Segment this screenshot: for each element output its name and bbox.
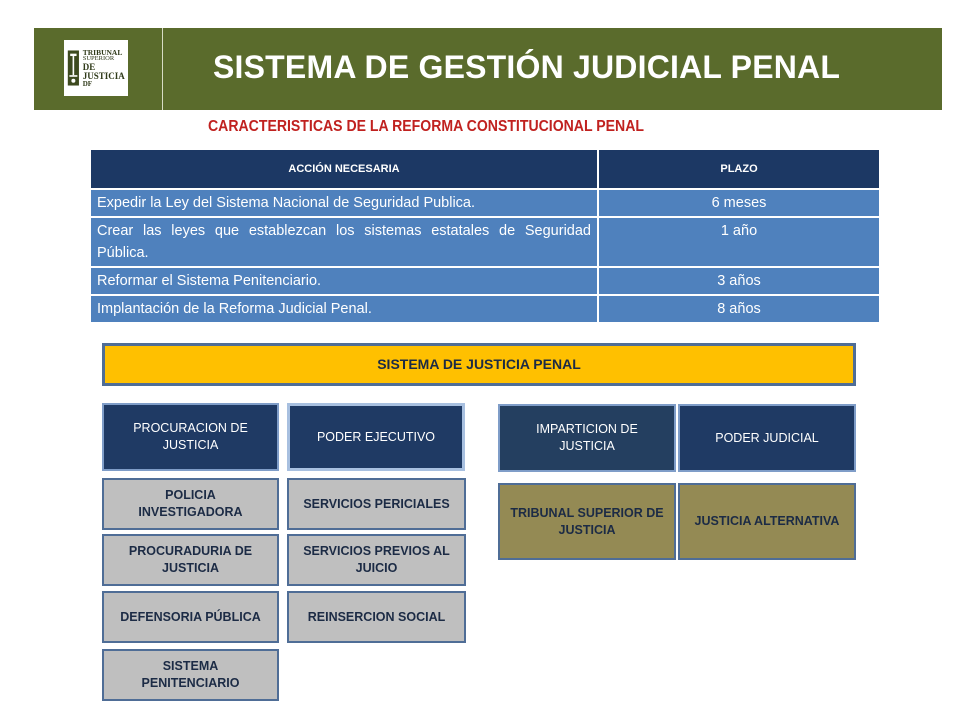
table-cell-plazo: 1 año [598,217,880,267]
table-cell-plazo: 3 años [598,267,880,295]
reform-table [89,148,881,324]
tribunal-superior-justicia-box: TRIBUNAL SUPERIOR DE JUSTICIA [498,483,676,560]
logo-line-2: SUPERIOR [82,55,115,62]
logo-line-3: DE JUSTICIA [82,61,125,81]
page-title: SISTEMA DE GESTIÓN JUDICIAL PENAL [213,49,841,85]
sistema-justicia-penal-box: SISTEMA DE JUSTICIA PENAL [102,343,856,386]
servicios-previos-juicio-box: SERVICIOS PREVIOS AL JUICIO [287,534,466,586]
logo-panel [34,28,163,110]
table-cell-plazo: 6 meses [598,189,880,217]
table-cell-accion: Crear las leyes que establezcan los sistemas estatales de Seguridad Pública. [90,217,598,267]
defensoria-publica-box: DEFENSORIA PÚBLICA [102,591,279,643]
procuracion-justicia-box: PROCURACION DE JUSTICIA [102,403,279,471]
table-row [90,217,880,267]
policia-investigadora-box: POLICIA INVESTIGADORA [102,478,279,530]
poder-judicial-box: PODER JUDICIAL [678,404,856,472]
imparticion-justicia-box: IMPARTICION DE JUSTICIA [498,404,676,472]
column-header-accion: ACCIÓN NECESARIA [90,149,598,189]
poder-ejecutivo-box: PODER EJECUTIVO [287,403,465,471]
reinsercion-social-box: REINSERCION SOCIAL [287,591,466,643]
justicia-alternativa-box: JUSTICIA ALTERNATIVA [678,483,856,560]
table-cell-accion: Expedir la Ley del Sistema Nacional de Seguridad Publica. [90,189,598,217]
logo-line-1: TRIBUNAL [82,47,123,57]
table-cell-accion: Reformar el Sistema Penitenciario. [90,267,598,295]
tribunal-seal-icon [67,44,80,92]
table-caption: CARACTERISTICAS DE LA REFORMA CONSTITUCIONAL PENAL [208,118,644,135]
table-header-row [90,149,880,189]
servicios-periciales-box: SERVICIOS PERICIALES [287,478,466,530]
table-cell-accion: Implantación de la Reforma Judicial Penal. [90,295,598,323]
table-row [90,267,880,295]
logo-words [83,49,128,88]
logo-line-4: DF [82,79,93,88]
tribunal-logo [64,40,128,96]
column-header-plazo: PLAZO [598,149,880,189]
table-row [90,295,880,323]
sistema-penitenciario-box: SISTEMA PENITENCIARIO [102,649,279,701]
table-row [90,189,880,217]
table-cell-plazo: 8 años [598,295,880,323]
procuraduria-justicia-box: PROCURADURIA DE JUSTICIA [102,534,279,586]
